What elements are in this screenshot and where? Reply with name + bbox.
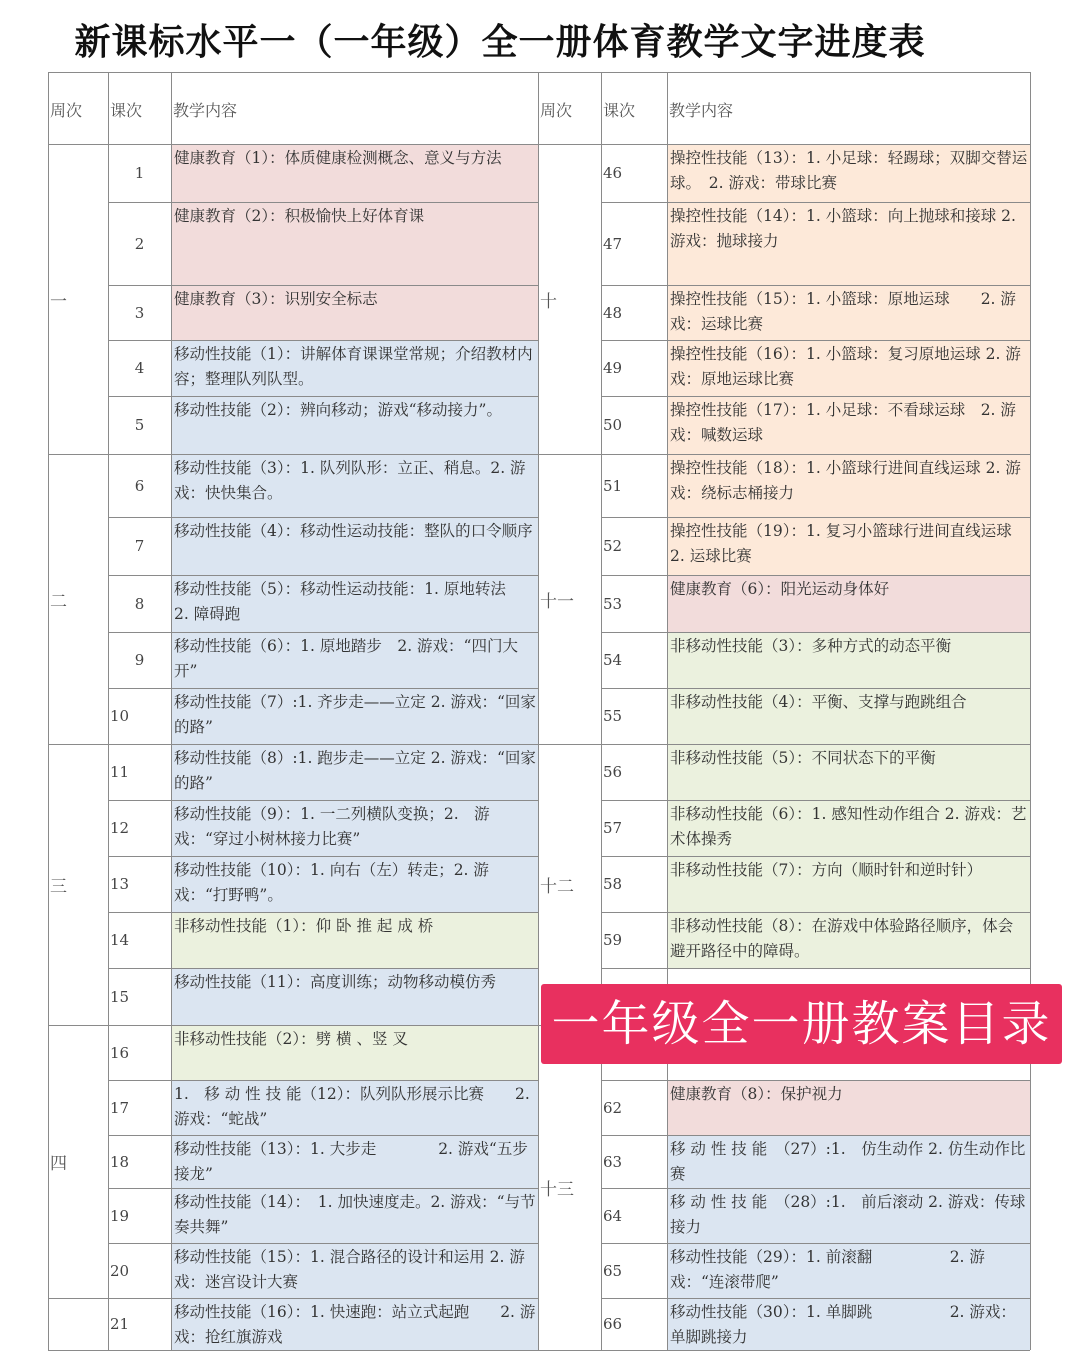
left-lesson-content: 健康教育（1）：体质健康检测概念、意义与方法 xyxy=(171,144,538,202)
table-vline xyxy=(601,72,602,1350)
table-hline xyxy=(601,688,1030,689)
table-hline xyxy=(108,202,538,203)
right-lesson-content: 非移动性技能（4）：平衡、支撑与跑跳组合 xyxy=(667,688,1030,744)
right-lesson-number: 63 xyxy=(603,1152,623,1171)
left-lesson-number: 4 xyxy=(134,359,145,377)
right-lesson-content: 非移动性技能（8）：在游戏中体验路径顺序，体会避开路径中的障碍。 xyxy=(667,912,1030,968)
left-week-label: 一 xyxy=(50,291,67,312)
left-lesson-number: 10 xyxy=(110,707,130,725)
left-lesson-number: 8 xyxy=(134,594,145,613)
left-lesson-content: 移动性技能（14）： 1. 加快速度走。2. 游戏：“与节奏共舞” xyxy=(171,1188,538,1243)
left-lesson-number: 16 xyxy=(110,1043,130,1062)
table-hline xyxy=(48,744,538,745)
table-hline xyxy=(601,632,1030,633)
right-lesson-number: 59 xyxy=(603,931,623,949)
table-hline xyxy=(108,856,538,857)
header-lesson: 课次 xyxy=(110,101,143,120)
right-lesson-content: 健康教育（8）：保护视力 xyxy=(667,1080,1030,1135)
right-lesson-content: 健康教育（6）：阳光运动身体好 xyxy=(667,575,1030,632)
table-hline xyxy=(48,1025,538,1026)
left-lesson-number: 21 xyxy=(110,1315,130,1333)
table-hline xyxy=(108,396,538,397)
table-hline xyxy=(108,517,538,518)
left-lesson-content: 非移动性技能（1）：仰 卧 推 起 成 桥 xyxy=(171,912,538,968)
right-lesson-number: 66 xyxy=(603,1315,623,1333)
right-lesson-number: 57 xyxy=(603,819,623,837)
left-lesson-content: 健康教育（3）：识别安全标志 xyxy=(171,285,538,340)
right-lesson-content: 非移动性技能（7）：方向（顺时针和逆时针） xyxy=(667,856,1030,912)
table-hline xyxy=(48,1298,538,1299)
right-week-label: 十三 xyxy=(540,1180,574,1200)
right-lesson-content: 操控性技能（17）：1. 小足球：不看球运球 2. 游戏：喊数运球 xyxy=(667,396,1030,454)
left-lesson-number: 2 xyxy=(134,234,145,253)
left-lesson-number: 1 xyxy=(134,164,145,182)
right-lesson-number: 54 xyxy=(603,651,623,669)
right-lesson-number: 48 xyxy=(603,303,623,322)
table-vline xyxy=(538,72,539,1350)
table-hline xyxy=(108,1188,538,1189)
right-lesson-content: 移动性技能（30）：1. 单脚跳 2. 游戏：单脚跳接力 xyxy=(667,1298,1030,1350)
right-lesson-number: 55 xyxy=(603,707,623,725)
table-hline xyxy=(601,575,1030,576)
right-lesson-content: 非移动性技能（5）：不同状态下的平衡 xyxy=(667,744,1030,800)
table-hline xyxy=(108,575,538,576)
left-lesson-content: 移动性技能（1）：讲解体育课课堂常规；介绍教材内容；整理队列队型。 xyxy=(171,340,538,396)
right-lesson-number: 47 xyxy=(603,234,623,253)
right-lesson-number: 53 xyxy=(603,594,623,613)
header-week: 周次 xyxy=(50,101,83,120)
left-lesson-content: 移动性技能（9）：1. 一二列横队变换；2. 游戏：“穿过小树林接力比赛” xyxy=(171,800,538,856)
table-vline xyxy=(108,72,109,1350)
table-hline xyxy=(538,744,1030,745)
table-hline xyxy=(601,856,1030,857)
left-lesson-content: 移动性技能（10）：1. 向右（左）转走；2. 游戏：“打野鸭”。 xyxy=(171,856,538,912)
left-lesson-number: 14 xyxy=(110,931,130,949)
table-hline xyxy=(108,688,538,689)
table-hline xyxy=(108,1080,538,1081)
header-week-right: 周次 xyxy=(540,101,573,120)
table-hline xyxy=(108,340,538,341)
left-lesson-number: 5 xyxy=(134,416,145,434)
table-hline xyxy=(601,285,1030,286)
left-lesson-number: 9 xyxy=(134,651,145,669)
left-week-label: 二 xyxy=(50,591,67,612)
right-lesson-number: 56 xyxy=(603,763,623,781)
table-hline xyxy=(601,1080,1030,1081)
table-hline xyxy=(108,912,538,913)
left-lesson-content: 移动性技能（6）：1. 原地踏步 2. 游戏：“四门大开” xyxy=(171,632,538,688)
table-hline xyxy=(601,1135,1030,1136)
right-lesson-number: 65 xyxy=(603,1261,623,1280)
left-lesson-number: 17 xyxy=(110,1098,130,1117)
right-lesson-content: 操控性技能（19）：1. 复习小篮球行进间直线运球 2. 运球比赛 xyxy=(667,517,1030,575)
table-vline xyxy=(667,72,668,1350)
table-hline xyxy=(601,396,1030,397)
right-lesson-number: 62 xyxy=(603,1098,623,1117)
right-lesson-content: 操控性技能（14）：1. 小篮球：向上抛球和接球 2. 游戏：抛球接力 xyxy=(667,202,1030,285)
right-lesson-number: 50 xyxy=(603,416,623,434)
right-lesson-number: 49 xyxy=(603,359,623,377)
table-hline xyxy=(48,454,538,455)
left-lesson-number: 12 xyxy=(110,819,130,837)
right-lesson-number: 51 xyxy=(603,476,623,495)
left-lesson-content: 非移动性技能（2）：劈 横 、竖 叉 xyxy=(171,1025,538,1080)
table-hline xyxy=(601,912,1030,913)
left-lesson-content: 移动性技能（5）：移动性运动技能：1. 原地转法 2. 障碍跑 xyxy=(171,575,538,632)
left-lesson-content: 移动性技能（7）:1. 齐步走——立定 2. 游戏：“回家的路” xyxy=(171,688,538,744)
table-vline xyxy=(1030,72,1031,1350)
right-lesson-content: 操控性技能（15）：1. 小篮球：原地运球 2. 游戏：运球比赛 xyxy=(667,285,1030,340)
left-lesson-number: 6 xyxy=(134,476,145,495)
table-hline xyxy=(601,202,1030,203)
left-lesson-content: 移动性技能（11）：高度训练；动物移动模仿秀 xyxy=(171,968,538,1025)
right-lesson-content: 操控性技能（16）：1. 小篮球：复习原地运球 2. 游戏：原地运球比赛 xyxy=(667,340,1030,396)
right-week-label: 十 xyxy=(540,291,557,312)
left-week-label: 三 xyxy=(50,877,67,897)
left-lesson-number: 19 xyxy=(110,1206,130,1225)
header-content: 教学内容 xyxy=(173,101,238,120)
right-lesson-content: 操控性技能（18）：1. 小篮球行进间直线运球 2. 游戏：绕标志桶接力 xyxy=(667,454,1030,517)
right-lesson-content: 非移动性技能（3）：多种方式的动态平衡 xyxy=(667,632,1030,688)
left-lesson-number: 11 xyxy=(110,763,130,781)
left-lesson-content: 移动性技能（16）：1. 快速跑：站立式起跑 2. 游戏：抢红旗游戏 xyxy=(171,1298,538,1350)
table-hline xyxy=(601,800,1030,801)
left-lesson-content: 移动性技能（13）：1. 大步走 2. 游戏“五步接龙” xyxy=(171,1135,538,1188)
left-lesson-number: 18 xyxy=(110,1152,130,1171)
table-hline xyxy=(108,1243,538,1244)
left-lesson-content: 移动性技能（3）：1. 队列队形：立正、稍息。2. 游戏：快快集合。 xyxy=(171,454,538,517)
table-hline xyxy=(108,632,538,633)
left-lesson-content: 移动性技能（2）：辨向移动；游戏“移动接力”。 xyxy=(171,396,538,454)
table-vline xyxy=(48,72,49,1350)
header-lesson-right: 课次 xyxy=(603,101,636,120)
right-lesson-number: 52 xyxy=(603,537,623,555)
right-lesson-content: 操控性技能（13）：1. 小足球：轻踢球；双脚交替运球。 2. 游戏：带球比赛 xyxy=(667,144,1030,202)
table-vline xyxy=(171,72,172,1350)
right-lesson-content: 移动性技能（29）：1. 前滚翻 2. 游戏：“连滚带爬” xyxy=(667,1243,1030,1298)
right-lesson-number: 46 xyxy=(603,164,623,182)
table-hline xyxy=(108,800,538,801)
right-lesson-content: 非移动性技能（6）：1. 感知性动作组合 2. 游戏：艺术体操秀 xyxy=(667,800,1030,856)
left-lesson-content: 移动性技能（8）:1. 跑步走——立定 2. 游戏：“回家的路” xyxy=(171,744,538,800)
right-lesson-number: 64 xyxy=(603,1206,623,1225)
left-lesson-number: 3 xyxy=(134,303,145,322)
table-hline xyxy=(601,968,1030,969)
table-hline xyxy=(601,1298,1030,1299)
right-lesson-content: 移 动 性 技 能 （27）:1. 仿生动作 2. 仿生动作比赛 xyxy=(667,1135,1030,1188)
table-hline xyxy=(108,285,538,286)
left-lesson-number: 13 xyxy=(110,875,130,893)
left-week-label xyxy=(48,1298,108,1350)
table-hline xyxy=(601,340,1030,341)
table-hline xyxy=(601,1188,1030,1189)
table-hline xyxy=(48,72,1030,73)
left-lesson-content: 移动性技能（4）：移动性运动技能：整队的口令顺序 xyxy=(171,517,538,575)
table-hline xyxy=(538,454,1030,455)
right-week-label: 十一 xyxy=(540,591,574,612)
left-lesson-number: 20 xyxy=(110,1261,130,1280)
catalog-banner: 一年级全一册教案目录 xyxy=(541,984,1062,1064)
right-lesson-content: 移 动 性 技 能 （28）:1. 前后滚动 2. 游戏：传球接力 xyxy=(667,1188,1030,1243)
right-week-label: 十二 xyxy=(540,877,574,897)
table-hline xyxy=(48,144,1030,145)
table-hline xyxy=(108,968,538,969)
table-hline xyxy=(601,517,1030,518)
right-lesson-number: 58 xyxy=(603,875,623,893)
left-lesson-number: 15 xyxy=(110,987,130,1006)
left-lesson-number: 7 xyxy=(134,537,145,555)
left-lesson-content: 移动性技能（15）：1. 混合路径的设计和运用 2. 游戏：迷宫设计大赛 xyxy=(171,1243,538,1298)
header-content-right: 教学内容 xyxy=(669,101,734,120)
table-hline xyxy=(601,1243,1030,1244)
left-week-label: 四 xyxy=(50,1154,67,1174)
table-hline xyxy=(108,1135,538,1136)
left-lesson-content: 健康教育（2）：积极愉快上好体育课 xyxy=(171,202,538,285)
left-lesson-content: 1. 移 动 性 技 能（12）：队列队形展示比赛 2. 游戏：“蛇战” xyxy=(171,1080,538,1135)
page-title: 新课标水平一（一年级）全一册体育教学文字进度表 xyxy=(74,22,926,63)
